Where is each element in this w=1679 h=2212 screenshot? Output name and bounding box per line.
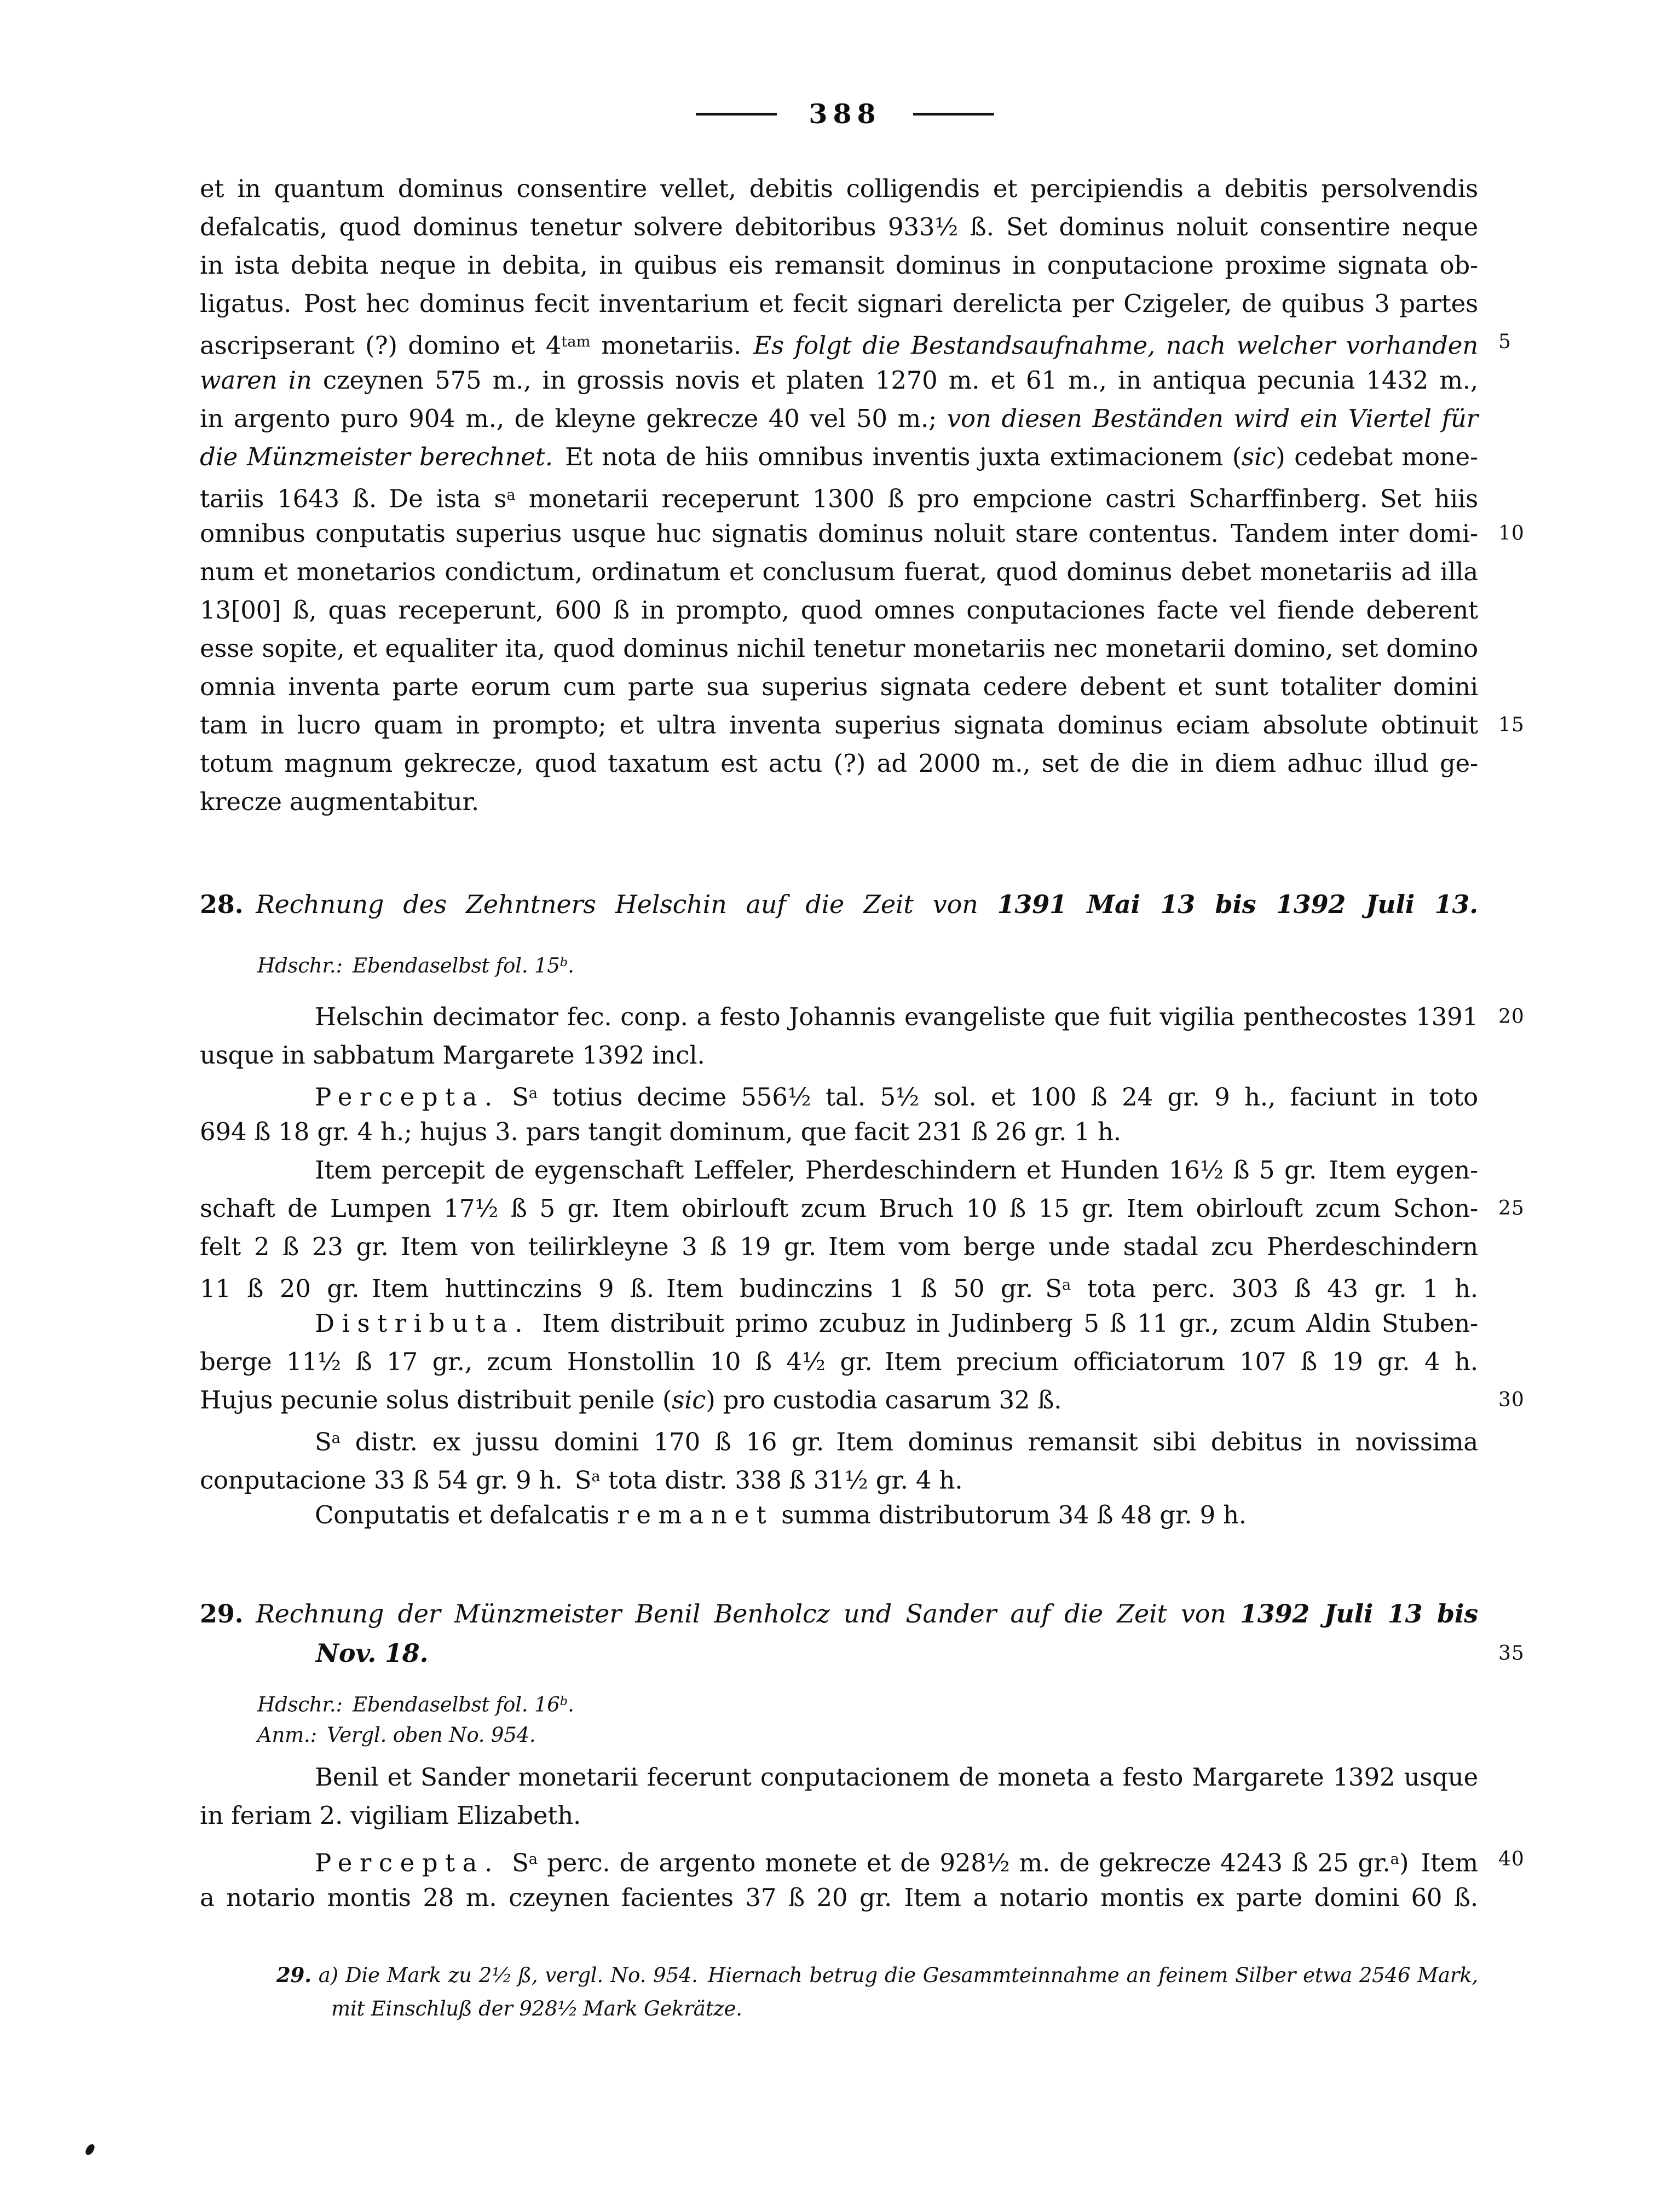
paragraph-29-intro bbox=[200, 1758, 1478, 1835]
text-line bbox=[200, 476, 1478, 515]
text-segment: et in quantum dominus consentire vellet, debitis colligendis et percipiendis a debitis persolvendis bbox=[200, 174, 1478, 203]
text-segment: usque in sabbatum Margarete 1392 incl. bbox=[200, 1041, 705, 1070]
text-segment: S bbox=[499, 1082, 529, 1112]
footnote bbox=[200, 1958, 1478, 2026]
margin-line-number: 30 bbox=[1498, 1389, 1525, 1411]
text-segment: a bbox=[591, 1468, 601, 1485]
text-segment: ) cedebat mone- bbox=[1276, 442, 1478, 471]
text-segment: ) Item bbox=[1399, 1848, 1478, 1878]
margin-line-number: 25 bbox=[1498, 1197, 1525, 1220]
section-heading-28 bbox=[200, 885, 1478, 924]
text-line bbox=[200, 1304, 1478, 1343]
text-segment: ascripserant (?) domino et 4 bbox=[200, 331, 562, 360]
paragraph-29-percepta bbox=[200, 1840, 1525, 1917]
text-segment: defalcatis, quod dominus tenetur solvere debitoribus 933¹⁄₂ ß. Set dominus noluit consentire neque bbox=[200, 212, 1478, 241]
text-segment: 13[00] ß, quas receperunt, 600 ß in prompto, quod omnes conputaciones facte vel fiende deberent bbox=[200, 596, 1478, 625]
text-line bbox=[200, 1879, 1478, 1917]
margin-line-number: 5 bbox=[1498, 331, 1511, 353]
text-line bbox=[200, 1840, 1525, 1879]
source-note-29 bbox=[200, 1684, 1478, 1718]
text-segment: berge 11¹⁄₂ ß 17 gr., zcum Honstollin 10 ß 4¹⁄₂ gr. Item precium officiatorum 107 ß 19 gr. 4 h. bbox=[200, 1347, 1478, 1376]
text-segment: S bbox=[499, 1848, 529, 1878]
text-segment: perc. de argento monete et de 928¹⁄₂ m. de gekrecze 4243 ß 25 gr. bbox=[538, 1848, 1390, 1878]
source-note-28 bbox=[200, 945, 1478, 979]
text-segment: a bbox=[506, 487, 516, 504]
text-segment: schaft de Lumpen 17¹⁄₂ ß 5 gr. Item obirlouft zcum Bruch 10 ß 15 gr. Item obirlouft zcum Schon- bbox=[200, 1194, 1478, 1223]
text-line bbox=[200, 553, 1478, 591]
text-segment: ) pro custodia casarum 32 ß. bbox=[706, 1385, 1062, 1414]
text-segment: distr. ex jussu domini 170 ß 16 gr. Item dominus remansit sibi debitus in novissima bbox=[341, 1427, 1478, 1457]
text-line bbox=[200, 591, 1478, 629]
paragraph-28-intro bbox=[200, 998, 1525, 1075]
text-segment: Es folgt die Bestandsaufnahme, nach welcher vorhanden bbox=[753, 331, 1479, 360]
text-segment: summa distributorum 34 ß 48 gr. 9 h. bbox=[774, 1500, 1247, 1529]
text-segment: tota distr. 338 ß 31¹⁄₂ gr. 4 h. bbox=[600, 1465, 963, 1495]
text-line bbox=[200, 668, 1478, 706]
text-line bbox=[200, 1419, 1478, 1458]
text-segment: omnibus conputatis superius usque huc signatis dominus noluit stare contentus. Tandem inter domi- bbox=[200, 519, 1478, 548]
text-line bbox=[257, 945, 1478, 979]
text-line bbox=[200, 323, 1511, 361]
paragraph-28-percepta bbox=[200, 1075, 1478, 1151]
text-line bbox=[200, 783, 1478, 821]
text-line bbox=[200, 744, 1478, 783]
text-segment: Distributa. bbox=[315, 1309, 530, 1338]
text-segment: omnia inventa parte eorum cum parte sua superius signata cedere debent et sunt totaliter domini bbox=[200, 672, 1478, 701]
text-line bbox=[200, 438, 1478, 476]
text-segment: Rechnung der Münzmeister Benil Benholcz und Sander auf die Zeit von bbox=[256, 1599, 1240, 1628]
text-segment: 29. bbox=[200, 1599, 244, 1628]
text-line bbox=[200, 1113, 1478, 1151]
text-segment: mit Einschluß der 928¹⁄₂ Mark Gekrätze. bbox=[331, 1997, 742, 2020]
paragraph-28-remanet bbox=[200, 1496, 1478, 1534]
text-segment: a notario montis 28 m. czeynen facientes 37 ß 20 gr. Item a notario montis ex parte domini 60 ß. bbox=[200, 1883, 1478, 1912]
page-header bbox=[200, 92, 1478, 136]
text-line bbox=[200, 1496, 1478, 1534]
text-line bbox=[200, 1958, 1478, 1992]
text-segment: Hujus pecunie solus distribuit penile ( bbox=[200, 1385, 672, 1414]
text-segment: Hdschr.: Ebendaselbst fol. 16 bbox=[257, 1693, 560, 1717]
text-segment: monetarii receperunt 1300 ß pro empcione castri Scharffinberg. Set hiis bbox=[515, 484, 1478, 513]
text-line bbox=[257, 1718, 1478, 1752]
ink-speck bbox=[84, 2142, 97, 2156]
text-segment: felt 2 ß 23 gr. Item von teilirkleyne 3 ß 19 gr. Item vom berge unde stadal zcu Pherdeschindern bbox=[200, 1232, 1478, 1261]
text-segment: Anm.: Vergl. oben No. 954. bbox=[257, 1723, 536, 1747]
text-segment: Item distribuit primo zcubuz in Judinberg 5 ß 11 gr., zcum Aldin Stuben- bbox=[530, 1309, 1478, 1338]
text-line bbox=[257, 1684, 1478, 1718]
text-segment: 1391 Mai 13 bis 1392 Juli 13. bbox=[997, 890, 1478, 919]
text-segment: . bbox=[568, 954, 574, 978]
text-segment: b bbox=[559, 1694, 568, 1708]
text-segment: esse sopite, et equaliter ita, quod dominus nichil tenetur monetariis nec monetarii domino, set domino bbox=[200, 634, 1478, 663]
text-segment: Percepta. bbox=[315, 1848, 500, 1878]
text-line bbox=[200, 208, 1478, 246]
paragraph-continuation bbox=[200, 170, 1525, 821]
text-segment: . bbox=[568, 1693, 574, 1717]
text-segment: totum magnum gekrecze, quod taxatum est actu (?) ad 2000 m., set de die in diem adhuc illud ge- bbox=[200, 749, 1478, 778]
text-segment: 1392 Juli 13 bis bbox=[1239, 1599, 1478, 1628]
text-segment: Et nota de hiis omnibus inventis juxta extimacionem ( bbox=[552, 442, 1242, 471]
text-line bbox=[200, 170, 1478, 208]
text-line bbox=[200, 515, 1525, 553]
text-line bbox=[200, 1633, 1525, 1673]
header-rule-left bbox=[696, 113, 777, 115]
text-line bbox=[200, 1228, 1478, 1266]
paragraph-28-items bbox=[200, 1151, 1525, 1304]
text-segment: sic bbox=[672, 1385, 706, 1414]
text-line bbox=[200, 998, 1525, 1036]
paragraph-28-summa bbox=[200, 1419, 1478, 1496]
text-segment bbox=[243, 1599, 256, 1628]
text-segment: Benil et Sander monetarii fecerunt conputacionem de moneta a festo Margarete 1392 usque bbox=[315, 1763, 1478, 1792]
text-segment: waren in bbox=[200, 366, 312, 395]
page-number: 388 bbox=[809, 98, 881, 130]
text-segment: Percepta. bbox=[315, 1082, 500, 1112]
text-line bbox=[200, 1189, 1525, 1228]
text-segment: czeynen 575 m., in grossis novis et platen 1270 m. et 61 m., in antiqua pecunia 1432 m., bbox=[311, 366, 1478, 395]
text-line bbox=[200, 1458, 1478, 1496]
paragraph-28-distributa bbox=[200, 1304, 1525, 1419]
text-line bbox=[200, 285, 1478, 323]
text-segment: monetariis. bbox=[590, 331, 754, 360]
text-segment: Rechnung des Zehntners Helschin auf die Zeit von bbox=[256, 890, 997, 919]
text-segment: in argento puro 904 m., de kleyne gekrecze 40 vel 50 m.; bbox=[200, 404, 947, 433]
text-segment: Item percepit de eygenschaft Leffeler, Pherdeschindern et Hunden 16¹⁄₂ ß 5 gr. Item eygen- bbox=[315, 1156, 1478, 1185]
text-segment: tam in lucro quam in prompto; et ultra inventa superius signata dominus eciam absolute obtinuit bbox=[200, 711, 1478, 740]
text-line bbox=[200, 1151, 1478, 1189]
margin-line-number: 10 bbox=[1498, 522, 1525, 545]
text-segment: num et monetarios condictum, ordinatum et conclusum fuerat, quod dominus debet monetariis ad illa bbox=[200, 557, 1478, 586]
text-segment: a bbox=[331, 1430, 341, 1447]
section-heading-29 bbox=[200, 1594, 1525, 1673]
text-segment: 28. bbox=[200, 890, 244, 919]
text-segment: 694 ß 18 gr. 4 h.; hujus 3. pars tangit dominum, que facit 231 ß 26 gr. 1 h. bbox=[200, 1117, 1121, 1146]
text-segment: a bbox=[528, 1851, 538, 1868]
text-segment: a bbox=[1390, 1851, 1399, 1868]
text-segment: conputacione 33 ß 54 gr. 9 h. S bbox=[200, 1465, 592, 1495]
text-segment: Helschin decimator fec. conp. a festo Johannis evangeliste que fuit vigilia penthecostes 1391 bbox=[315, 1002, 1478, 1031]
editorial-note-29 bbox=[200, 1718, 1478, 1752]
text-segment: Nov. 18. bbox=[316, 1638, 429, 1668]
text-line bbox=[200, 1266, 1478, 1304]
text-segment: tariis 1643 ß. De ista s bbox=[200, 484, 507, 513]
text-segment: 11 ß 20 gr. Item huttinczins 9 ß. Item budinczins 1 ß 50 gr. S bbox=[200, 1274, 1062, 1303]
text-segment: die Münzmeister berechnet. bbox=[200, 442, 553, 471]
text-segment: Conputatis et defalcatis bbox=[315, 1500, 618, 1529]
text-segment: totius decime 556¹⁄₂ tal. 5¹⁄₂ sol. et 100 ß 24 gr. 9 h., faciunt in toto bbox=[538, 1082, 1478, 1112]
text-segment: a) Die Mark zu 2¹⁄₂ ß, vergl. No. 954. Hiernach betrug die Gesammteinnahme an feinem Silber etwa 2546 Mark, bbox=[311, 1963, 1478, 1987]
margin-line-number: 15 bbox=[1498, 714, 1525, 736]
text-segment: Hdschr.: Ebendaselbst fol. 15 bbox=[257, 954, 560, 978]
text-line bbox=[200, 400, 1478, 438]
text-line bbox=[200, 885, 1478, 924]
text-line bbox=[200, 361, 1478, 400]
text-line bbox=[200, 246, 1478, 285]
text-line bbox=[200, 1075, 1478, 1113]
text-line bbox=[200, 1992, 1478, 2026]
text-segment: tota perc. 303 ß 43 gr. 1 h. bbox=[1071, 1274, 1478, 1303]
text-segment bbox=[243, 890, 256, 919]
text-segment: S bbox=[315, 1427, 332, 1457]
text-segment: ligatus. Post hec dominus fecit inventarium et fecit signari derelicta per Czigeler, de quibus 3 partes bbox=[200, 289, 1478, 318]
text-segment: in ista debita neque in debita, in quibus eis remansit dominus in conputacione proxime signata ob- bbox=[200, 251, 1478, 280]
text-segment: a bbox=[1061, 1277, 1071, 1293]
text-line bbox=[200, 1758, 1478, 1797]
text-segment: krecze augmentabitur. bbox=[200, 787, 480, 816]
text-segment: remanet bbox=[617, 1500, 774, 1529]
text-segment: b bbox=[559, 955, 568, 969]
text-line bbox=[200, 1797, 1478, 1835]
text-line bbox=[200, 706, 1525, 744]
text-segment: sic bbox=[1242, 442, 1276, 471]
margin-line-number: 35 bbox=[1498, 1642, 1525, 1665]
margin-line-number: 20 bbox=[1498, 1006, 1525, 1028]
text-line bbox=[200, 629, 1478, 668]
text-segment: a bbox=[528, 1085, 538, 1102]
text-line bbox=[200, 1036, 1478, 1075]
header-rule-right bbox=[913, 113, 994, 115]
text-segment: von diesen Beständen wird ein Viertel für bbox=[947, 404, 1478, 433]
text-line bbox=[200, 1594, 1478, 1633]
margin-line-number: 40 bbox=[1498, 1848, 1525, 1870]
text-segment: tam bbox=[561, 333, 591, 350]
text-line bbox=[200, 1381, 1525, 1419]
text-line bbox=[200, 1343, 1478, 1381]
text-segment: 29. bbox=[276, 1963, 311, 1987]
text-segment: in feriam 2. vigiliam Elizabeth. bbox=[200, 1801, 581, 1830]
